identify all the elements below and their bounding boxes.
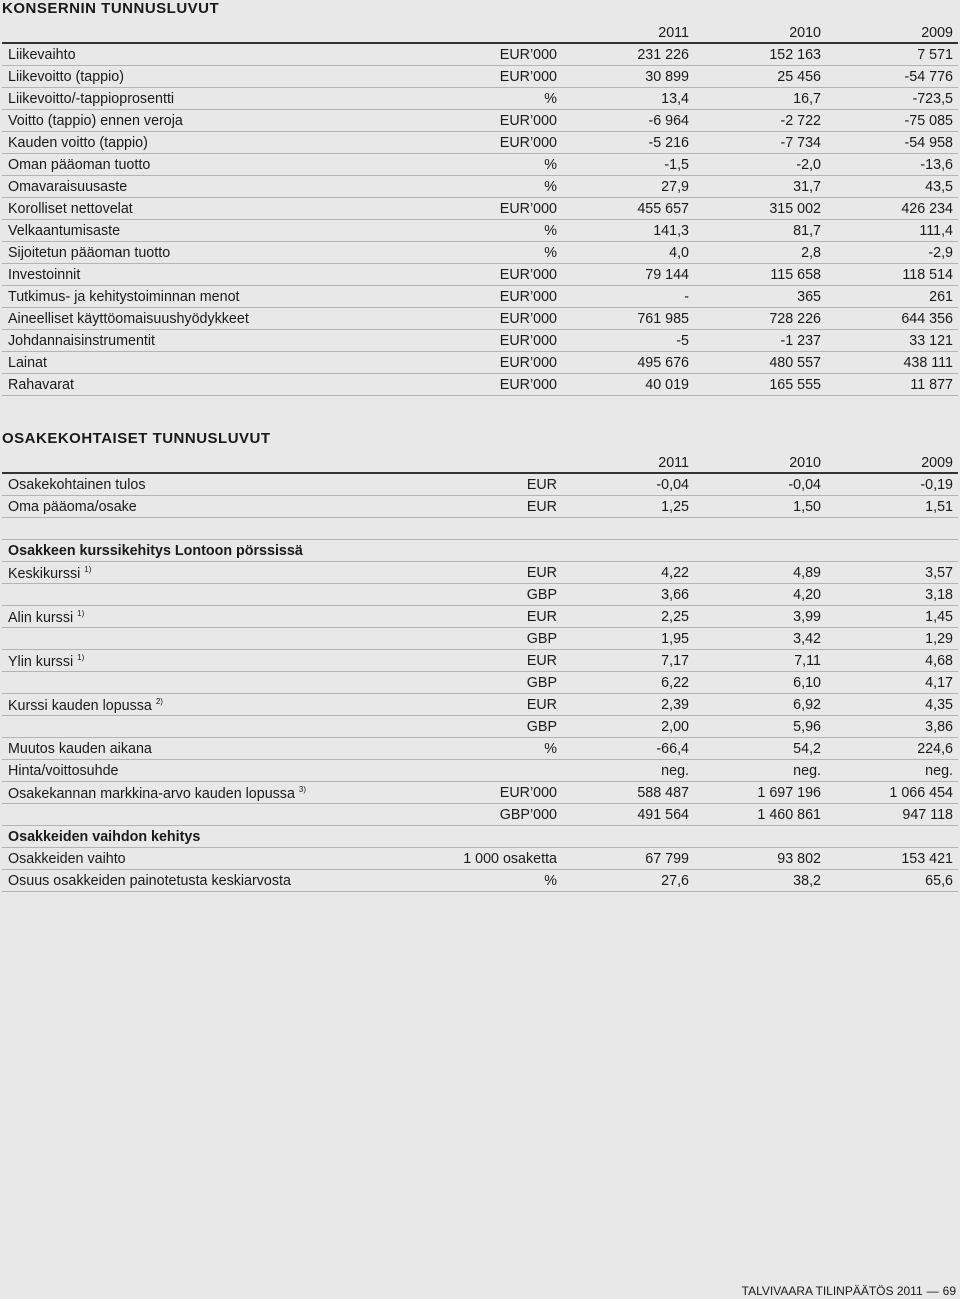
- value-cell: 13,4: [661, 91, 689, 107]
- table-row: [2, 66, 958, 88]
- value-cell: 153 421: [901, 851, 953, 867]
- value-cell: 588 487: [637, 785, 689, 801]
- section-title-group-key-figures: KONSERNIN TUNNUSLUVUT: [2, 0, 220, 17]
- value-cell: 165 555: [769, 377, 821, 393]
- unit-cell: EUR’000: [499, 113, 557, 129]
- row-label-text: Sijoitetun pääoman tuotto: [8, 245, 171, 261]
- table-row: [2, 782, 958, 804]
- unit-cell: GBP’000: [499, 807, 557, 823]
- value-cell: 4,0: [669, 245, 689, 261]
- value-cell: 4,17: [925, 675, 953, 691]
- row-label: [8, 565, 91, 582]
- value-cell: -1,5: [664, 157, 689, 173]
- table-row: [2, 760, 958, 782]
- table-row: [2, 132, 958, 154]
- unit-cell: EUR: [526, 477, 557, 493]
- subheading-row: [2, 826, 958, 848]
- value-cell: -1 237: [780, 333, 821, 349]
- value-cell: 54,2: [793, 741, 821, 757]
- row-label-text: Muutos kauden aikana: [8, 741, 152, 757]
- page-footer: [742, 1284, 956, 1298]
- footnote-marker: 1): [77, 609, 85, 618]
- value-cell: 761 985: [637, 311, 689, 327]
- value-cell: -54 958: [904, 135, 953, 151]
- unit-cell: EUR’000: [499, 135, 557, 151]
- row-label: [8, 763, 118, 779]
- table-row: [2, 474, 958, 496]
- value-cell: 6,92: [793, 697, 821, 713]
- table-row: [2, 562, 958, 584]
- footnote-marker: 1): [77, 653, 85, 662]
- table-row: [2, 154, 958, 176]
- year-header: 2011: [658, 25, 689, 41]
- table-row: [2, 606, 958, 628]
- value-cell: 81,7: [793, 223, 821, 239]
- row-label-text: Osakekohtainen tulos: [8, 477, 146, 493]
- value-cell: 40 019: [645, 377, 689, 393]
- table-row: [2, 870, 958, 892]
- value-cell: 7,17: [661, 653, 689, 669]
- row-label-text: Osuus osakkeiden painotetusta keskiarvosta: [8, 873, 291, 889]
- value-cell: -: [684, 289, 689, 305]
- table-row: [2, 242, 958, 264]
- table-row: [2, 672, 958, 694]
- row-label-text: Omavaraisuusaste: [8, 179, 128, 195]
- year-header: 2011: [658, 455, 689, 471]
- table-row: [2, 352, 958, 374]
- row-label-text: Keskikurssi: [8, 566, 81, 582]
- value-cell: 3,57: [925, 565, 953, 581]
- value-cell: 11 877: [910, 377, 953, 393]
- row-label: [8, 135, 148, 151]
- row-label: [8, 311, 249, 327]
- unit-cell: EUR’000: [499, 377, 557, 393]
- row-label: [8, 477, 146, 493]
- row-label-text: Velkaantumisaste: [8, 223, 121, 239]
- row-label-text: Voitto (tappio) ennen veroja: [8, 113, 183, 129]
- unit-cell: EUR: [526, 609, 557, 625]
- year-header-row: [2, 22, 958, 44]
- row-label: [8, 609, 84, 626]
- row-label: [8, 333, 155, 349]
- row-label-text: Osakekannan markkina-arvo kauden lopussa: [8, 786, 295, 802]
- value-cell: -75 085: [904, 113, 953, 129]
- row-label-text: Osakkeiden vaihdon kehitys: [8, 829, 201, 845]
- value-cell: 426 234: [901, 201, 953, 217]
- row-label-text: Rahavarat: [8, 377, 74, 393]
- value-cell: 1,29: [925, 631, 953, 647]
- value-cell: 67 799: [645, 851, 689, 867]
- value-cell: 231 226: [637, 47, 689, 63]
- row-label: [8, 201, 133, 217]
- value-cell: 1,25: [661, 499, 689, 515]
- unit-cell: EUR: [526, 565, 557, 581]
- year-header: 2009: [921, 455, 953, 471]
- row-label-text: Johdannaisinstrumentit: [8, 333, 156, 349]
- row-label: [8, 785, 306, 802]
- unit-cell: %: [544, 873, 557, 889]
- table-row: [2, 220, 958, 242]
- unit-cell: %: [544, 91, 557, 107]
- value-cell: 1 697 196: [757, 785, 821, 801]
- value-cell: 5,96: [793, 719, 821, 735]
- value-cell: neg.: [661, 763, 689, 779]
- value-cell: 644 356: [901, 311, 953, 327]
- unit-cell: EUR’000: [499, 785, 557, 801]
- unit-cell: %: [544, 223, 557, 239]
- value-cell: 728 226: [769, 311, 821, 327]
- unit-cell: GBP: [526, 631, 557, 647]
- value-cell: 2,39: [661, 697, 689, 713]
- value-cell: 365: [797, 289, 821, 305]
- unit-cell: %: [544, 179, 557, 195]
- value-cell: 3,66: [661, 587, 689, 603]
- row-label-text: Liikevoitto (tappio): [8, 69, 125, 85]
- table-row: [2, 88, 958, 110]
- row-label-text: Oman pääoman tuotto: [8, 157, 151, 173]
- value-cell: 3,18: [925, 587, 953, 603]
- value-cell: 480 557: [769, 355, 821, 371]
- value-cell: 27,9: [661, 179, 689, 195]
- row-label-text: Kurssi kauden lopussa: [8, 698, 152, 714]
- row-label: [8, 697, 163, 714]
- unit-cell: EUR: [526, 697, 557, 713]
- unit-cell: EUR’000: [499, 311, 557, 327]
- value-cell: -66,4: [656, 741, 689, 757]
- year-header: 2010: [789, 455, 821, 471]
- unit-cell: EUR’000: [499, 201, 557, 217]
- row-label: [8, 289, 240, 305]
- value-cell: 79 144: [645, 267, 689, 283]
- table-row: [2, 716, 958, 738]
- value-cell: 4,35: [925, 697, 953, 713]
- row-label: [8, 267, 80, 283]
- table-row: [2, 848, 958, 870]
- value-cell: 27,6: [661, 873, 689, 889]
- value-cell: 1,50: [793, 499, 821, 515]
- unit-cell: EUR’000: [499, 333, 557, 349]
- value-cell: 491 564: [637, 807, 689, 823]
- value-cell: 43,5: [925, 179, 953, 195]
- value-cell: 141,3: [653, 223, 689, 239]
- value-cell: 2,25: [661, 609, 689, 625]
- value-cell: 111,4: [919, 223, 953, 239]
- value-cell: 7 571: [917, 47, 953, 63]
- row-label-text: Osakkeiden vaihto: [8, 851, 126, 867]
- value-cell: 3,99: [793, 609, 821, 625]
- value-cell: neg.: [925, 763, 953, 779]
- row-label-text: Aineelliset käyttöomaisuushyödykkeet: [8, 311, 249, 327]
- value-cell: 947 118: [902, 807, 953, 823]
- unit-cell: GBP: [526, 587, 557, 603]
- unit-cell: EUR’000: [499, 267, 557, 283]
- value-cell: 4,22: [661, 565, 689, 581]
- value-cell: 6,10: [793, 675, 821, 691]
- value-cell: 3,86: [925, 719, 953, 735]
- table-row: [2, 584, 958, 606]
- value-cell: 4,89: [793, 565, 821, 581]
- value-cell: -2 722: [780, 113, 821, 129]
- value-cell: -2,0: [796, 157, 821, 173]
- table-row: [2, 110, 958, 132]
- unit-cell: GBP: [526, 719, 557, 735]
- value-cell: 1,95: [661, 631, 689, 647]
- value-cell: 31,7: [793, 179, 821, 195]
- row-label-text: Osakkeen kurssikehitys Lontoon pörssissä: [8, 543, 303, 559]
- value-cell: 30 899: [645, 69, 689, 85]
- section-title-per-share-figures: OSAKEKOHTAISET TUNNUSLUVUT: [2, 430, 271, 447]
- row-label: [8, 653, 84, 670]
- row-label: [8, 499, 137, 515]
- per-share-figures-table: [2, 452, 958, 892]
- value-cell: -5 216: [648, 135, 689, 151]
- value-cell: 495 676: [637, 355, 689, 371]
- table-row: [2, 496, 958, 518]
- row-label-text: Korolliset nettovelat: [8, 201, 133, 217]
- value-cell: -0,04: [656, 477, 689, 493]
- value-cell: 65,6: [925, 873, 953, 889]
- page-number: 69: [942, 1284, 956, 1298]
- table-row: [2, 264, 958, 286]
- subheading-label: [8, 829, 200, 845]
- value-cell: 2,00: [661, 719, 689, 735]
- value-cell: neg.: [793, 763, 821, 779]
- value-cell: 25 456: [777, 69, 821, 85]
- value-cell: -2,9: [928, 245, 953, 261]
- value-cell: -6 964: [648, 113, 689, 129]
- value-cell: 2,8: [801, 245, 821, 261]
- value-cell: 93 802: [777, 851, 821, 867]
- year-header: 2010: [789, 25, 821, 41]
- value-cell: 7,11: [794, 653, 821, 669]
- row-label: [8, 47, 76, 63]
- row-label: [8, 179, 127, 195]
- value-cell: 3,42: [793, 631, 821, 647]
- unit-cell: EUR’000: [499, 69, 557, 85]
- row-label: [8, 223, 120, 239]
- subheading-label: [8, 543, 303, 559]
- row-label: [8, 91, 174, 107]
- row-label: [8, 741, 152, 757]
- value-cell: 33 121: [909, 333, 953, 349]
- value-cell: 16,7: [793, 91, 821, 107]
- row-label-text: Lainat: [8, 355, 47, 371]
- row-label: [8, 245, 170, 261]
- footer-separator: —: [926, 1284, 939, 1298]
- unit-cell: EUR’000: [499, 355, 557, 371]
- row-label-text: Oma pääoma/osake: [8, 499, 137, 515]
- value-cell: 118 514: [902, 267, 953, 283]
- value-cell: 1,45: [925, 609, 953, 625]
- value-cell: 1,51: [925, 499, 953, 515]
- table-row: [2, 330, 958, 352]
- value-cell: 438 111: [903, 355, 953, 371]
- unit-cell: GBP: [526, 675, 557, 691]
- unit-cell: 1 000 osaketta: [463, 851, 557, 867]
- row-label-text: Investoinnit: [8, 267, 81, 283]
- value-cell: -723,5: [912, 91, 953, 107]
- row-label-text: Tutkimus- ja kehitystoiminnan menot: [8, 289, 240, 305]
- row-label: [8, 355, 47, 371]
- table-row: [2, 176, 958, 198]
- value-cell: -7 734: [780, 135, 821, 151]
- value-cell: -5: [676, 333, 689, 349]
- value-cell: 224,6: [917, 741, 953, 757]
- value-cell: 115 658: [770, 267, 821, 283]
- footnote-marker: 1): [84, 565, 92, 574]
- table-row: [2, 286, 958, 308]
- value-cell: 152 163: [769, 47, 821, 63]
- row-label: [8, 851, 126, 867]
- row-label-text: Kauden voitto (tappio): [8, 135, 148, 151]
- value-cell: 1 460 861: [757, 807, 821, 823]
- value-cell: 4,20: [793, 587, 821, 603]
- unit-cell: %: [544, 741, 557, 757]
- value-cell: 38,2: [793, 873, 821, 889]
- row-label-text: Hinta/voittosuhde: [8, 763, 119, 779]
- group-key-figures-table: [2, 22, 958, 396]
- unit-cell: %: [544, 245, 557, 261]
- footnote-marker: 3): [298, 785, 307, 794]
- row-label-text: Liikevaihto: [8, 47, 76, 63]
- unit-cell: EUR’000: [499, 47, 557, 63]
- value-cell: -0,19: [920, 477, 953, 493]
- subheading-row: [2, 540, 958, 562]
- unit-cell: EUR: [526, 499, 557, 515]
- table-row: [2, 738, 958, 760]
- table-row: [2, 694, 958, 716]
- value-cell: -0,04: [788, 477, 821, 493]
- value-cell: 4,68: [925, 653, 953, 669]
- year-header: 2009: [921, 25, 953, 41]
- table-row: [2, 44, 958, 66]
- value-cell: 6,22: [661, 675, 689, 691]
- row-label: [8, 157, 150, 173]
- value-cell: 315 002: [769, 201, 821, 217]
- table-row: [2, 628, 958, 650]
- value-cell: 1 066 454: [889, 785, 953, 801]
- row-label-text: Alin kurssi: [8, 610, 74, 626]
- value-cell: 455 657: [637, 201, 689, 217]
- table-row: [2, 308, 958, 330]
- row-label-text: Liikevoitto/-tappioprosentti: [8, 91, 175, 107]
- unit-cell: %: [544, 157, 557, 173]
- value-cell: 261: [929, 289, 953, 305]
- year-header-row: [2, 452, 958, 474]
- row-label: [8, 873, 291, 889]
- footer-title: TALVIVAARA TILINPÄÄTÖS 2011: [741, 1284, 923, 1298]
- row-label: [8, 377, 74, 393]
- row-label: [8, 113, 183, 129]
- table-row: [2, 650, 958, 672]
- row-label: [8, 69, 124, 85]
- footnote-marker: 2): [155, 697, 163, 706]
- spacer-row: [2, 518, 958, 540]
- table-row: [2, 198, 958, 220]
- value-cell: -13,6: [920, 157, 953, 173]
- table-row: [2, 374, 958, 396]
- row-label-text: Ylin kurssi: [8, 654, 74, 670]
- table-row: [2, 804, 958, 826]
- value-cell: -54 776: [904, 69, 953, 85]
- unit-cell: EUR’000: [499, 289, 557, 305]
- unit-cell: EUR: [526, 653, 557, 669]
